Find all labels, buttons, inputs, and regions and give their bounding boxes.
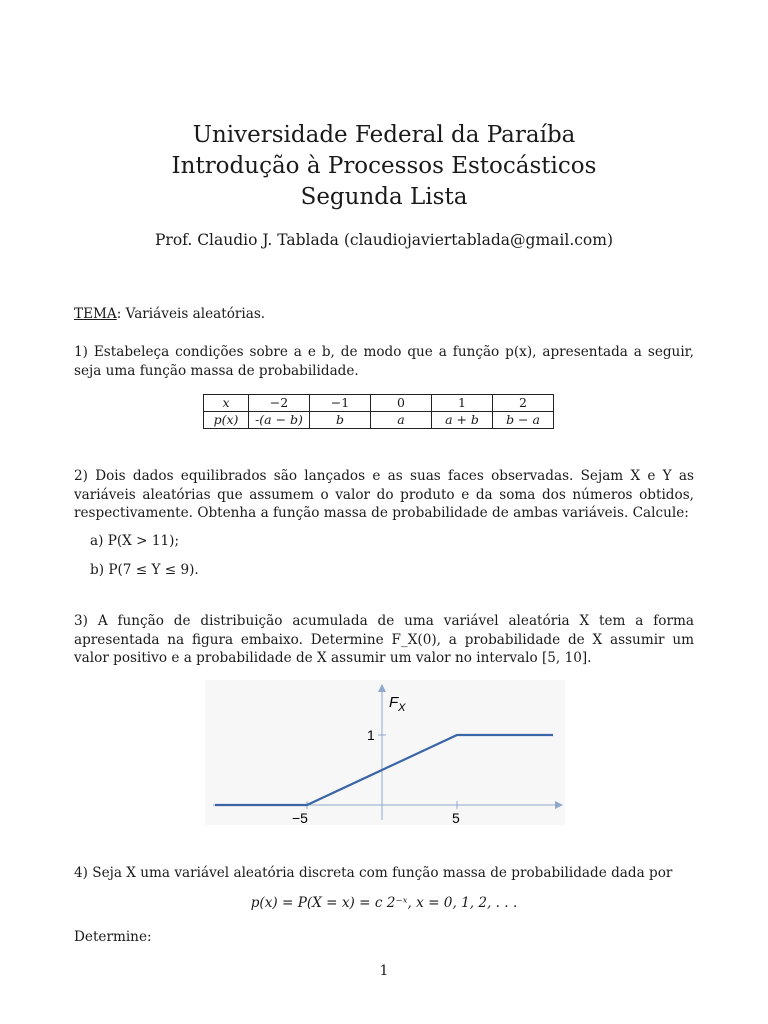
- list-title: Segunda Lista: [300, 184, 468, 210]
- table-cell: a + b: [432, 412, 493, 429]
- pmf-formula: p(x) = P(X = x) = c 2⁻ˣ, x = 0, 1, 2, . . .: [250, 895, 518, 911]
- table-cell: b − a: [493, 412, 554, 429]
- table-row: [204, 395, 554, 412]
- question-2: 2) Dois dados equilibrados são lançados e as suas faces observadas. Sejam X e Y as variáveis aleatórias que assumem o valor do produto e da soma dos números obtidos, respectivamente. Obtenha a função massa de probabilidade de ambas variáveis. Calcule:: [74, 468, 694, 521]
- table-row: [204, 412, 554, 429]
- figure-background: [205, 680, 565, 825]
- cdf-figure: [205, 680, 565, 825]
- question-2-item-b: b) P(7 ≤ Y ≤ 9).: [90, 562, 199, 578]
- table-cell: p(x): [204, 412, 249, 429]
- question-3: 3) A função de distribuição acumulada de uma variável aleatória X tem a forma apresentada na figura embaixo. Determine F_X(0), a probabilidade de X assumir um valor positivo e a probabilidade de X assumir um valor no intervalo [5, 10].: [74, 613, 694, 666]
- x-tick-label: −5: [292, 810, 308, 825]
- table-cell: -(a − b): [249, 412, 310, 429]
- table-cell: 1: [432, 395, 493, 412]
- question-1: 1) Estabeleça condições sobre a e b, de modo que a função p(x), apresentada a seguir, seja uma função massa de probabilidade.: [74, 344, 694, 379]
- table-cell: 0: [371, 395, 432, 412]
- course-title: Introdução à Processos Estocásticos: [171, 153, 597, 179]
- x-tick-label: 5: [452, 810, 460, 825]
- table-cell: a: [371, 412, 432, 429]
- topic-line: [74, 305, 694, 324]
- determine-label: Determine:: [74, 929, 152, 945]
- table-cell: b: [310, 412, 371, 429]
- author-line: Prof. Claudio J. Tablada (claudiojaviertablada@gmail.com): [154, 231, 613, 249]
- question-4: 4) Seja X uma variável aleatória discreta com função massa de probabilidade dada por: [74, 865, 673, 881]
- table-cell: −1: [310, 395, 371, 412]
- y-axis-label: $F_X$: [389, 694, 406, 714]
- topic-text: : Variáveis aleatórias.: [116, 306, 266, 322]
- y-tick-label: 1: [367, 727, 375, 743]
- university-title: Universidade Federal da Paraíba: [192, 122, 576, 148]
- probability-mass-table: [203, 394, 554, 429]
- question-2-item-a: a) P(X > 11);: [90, 533, 180, 549]
- table-cell: −2: [249, 395, 310, 412]
- page-number: 1: [379, 963, 389, 979]
- topic-label: TEMA: [74, 306, 117, 322]
- table-cell: x: [204, 395, 249, 412]
- table-cell: 2: [493, 395, 554, 412]
- document-header: [0, 120, 768, 213]
